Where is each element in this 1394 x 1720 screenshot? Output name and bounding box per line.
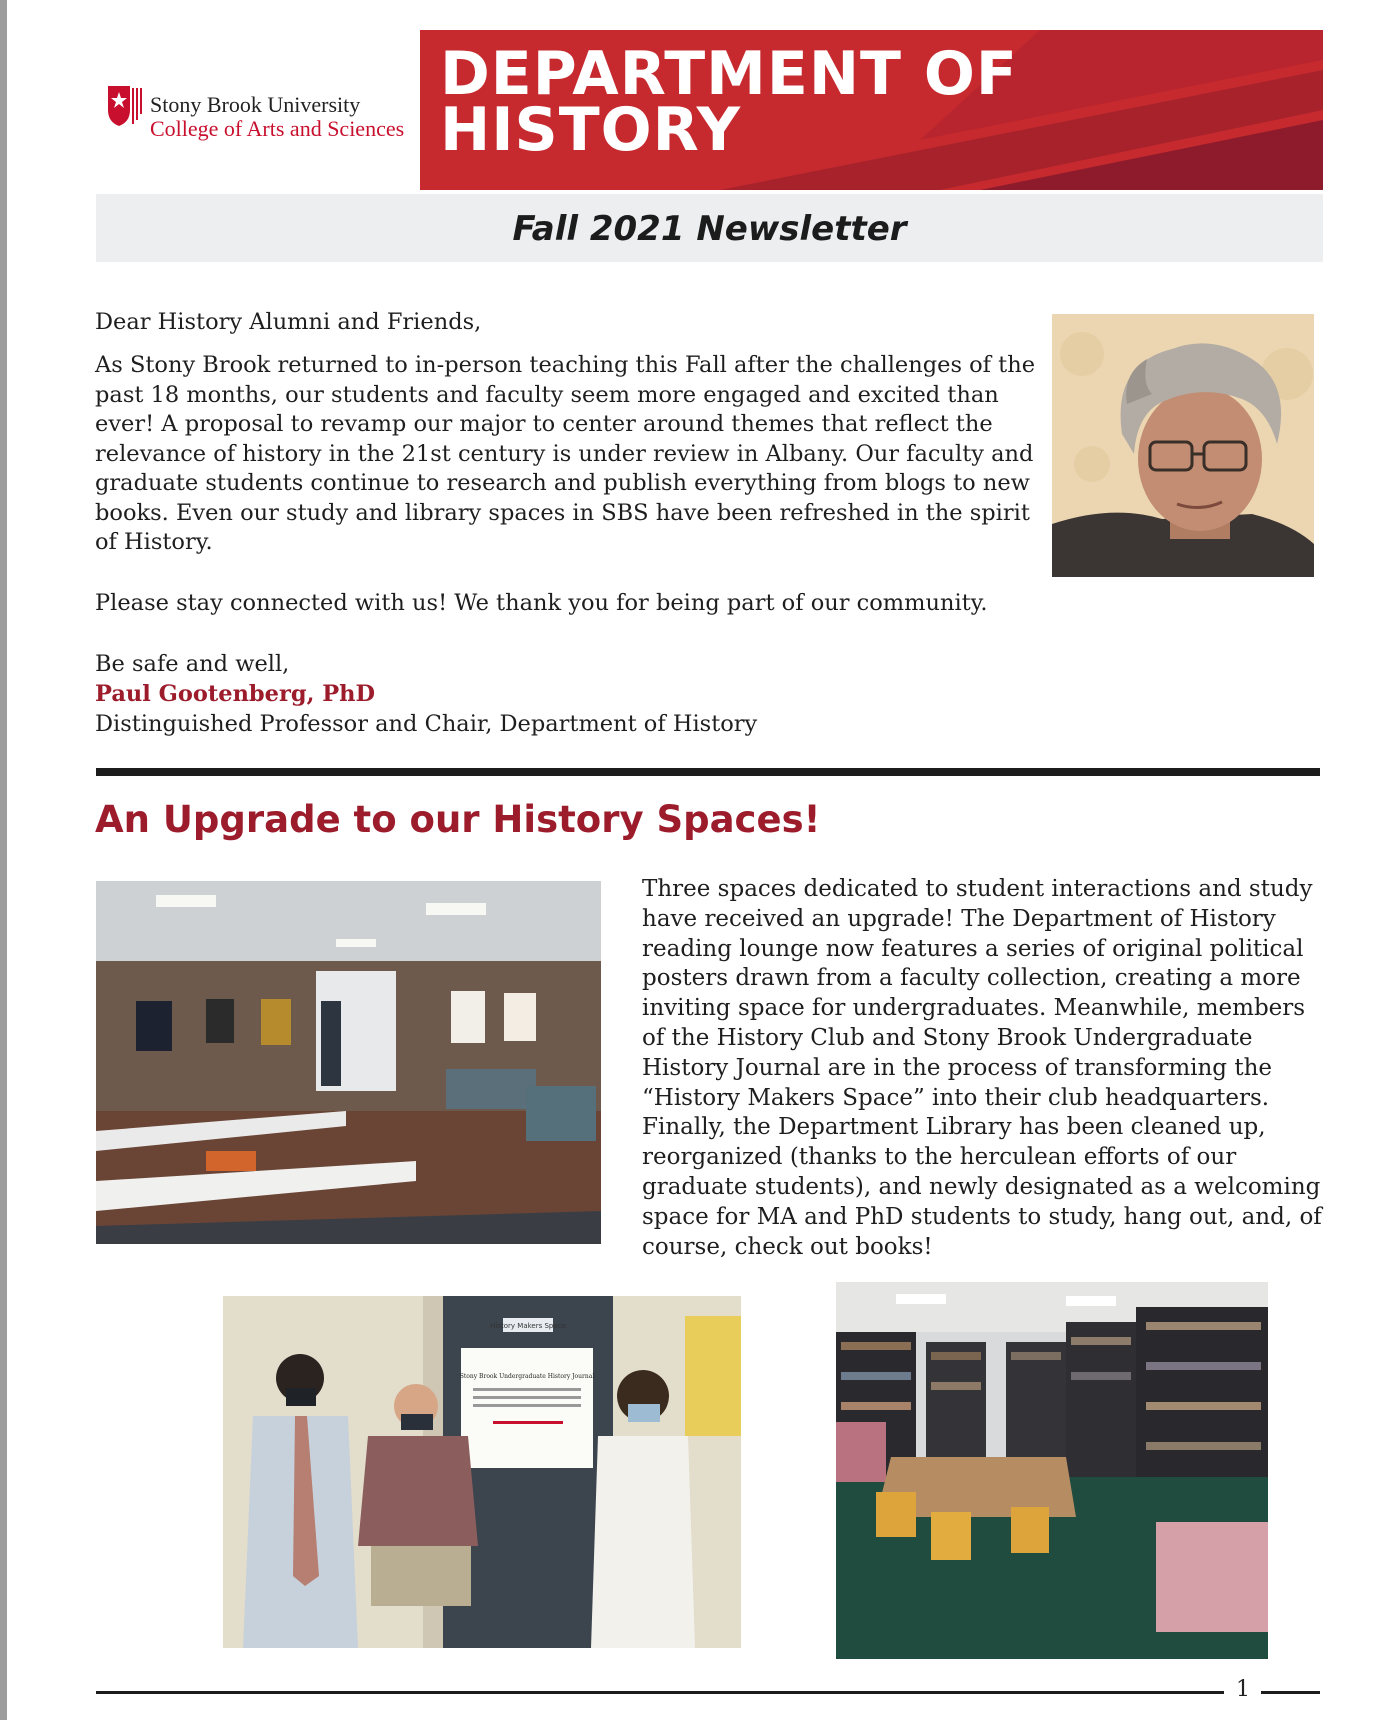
history-makers-space-photo xyxy=(223,1296,741,1648)
logo-college-name: College of Arts and Sciences xyxy=(150,116,405,141)
newsletter-page xyxy=(7,0,1394,1720)
department-library-photo xyxy=(836,1282,1268,1659)
section-body: Three spaces dedicated to student interactions and study have received an upgrade! The Department of History reading lounge now features a series of original political posters drawn from a faculty collection, creating a more inviting space for undergraduates. Meanwhile, members of the History Club and Stony Brook Undergraduate History Journal are in the process of transforming the “History Makers Space” into their club headquarters. Finally, the Department Library has been cleaned up, reorganized (thanks to the herculean efforts of our graduate students), and newly designated as a welcoming space for MA and PhD students to study, hang out, and, of course, check out books! xyxy=(642,876,1322,1260)
page-number: 1 xyxy=(1236,1677,1250,1702)
newsletter-subtitle-bar xyxy=(96,194,1323,262)
reading-lounge-photo xyxy=(96,881,601,1244)
section-divider xyxy=(96,768,1320,776)
banner-title: DEPARTMENT OF HISTORY xyxy=(440,39,1018,165)
department-banner xyxy=(420,30,1323,190)
shield-icon xyxy=(106,84,144,128)
letter-greeting: Dear History Alumni and Friends, xyxy=(95,309,482,335)
door-sign-text: History Makers Space xyxy=(490,1322,566,1330)
university-logo xyxy=(106,84,406,144)
chair-portrait-photo xyxy=(1052,314,1314,577)
newsletter-subtitle: Fall 2021 Newsletter xyxy=(512,209,907,249)
footer-rule-end xyxy=(1261,1691,1320,1694)
poster-heading-text: Stony Brook Undergraduate History Journal xyxy=(459,1373,595,1380)
logo-university-name: Stony Brook University xyxy=(150,92,361,117)
footer-rule xyxy=(96,1691,1224,1694)
letter-signer-title: Distinguished Professor and Chair, Department of History xyxy=(95,711,758,737)
letter-signoff: Be safe and well, xyxy=(95,651,290,677)
letter-paragraph-2: Please stay connected with us! We thank you for being part of our community. xyxy=(95,590,988,616)
letter-signer-name: Paul Gootenberg, PhD xyxy=(95,681,376,707)
section-title: An Upgrade to our History Spaces! xyxy=(95,798,821,841)
letter-paragraph-1: As Stony Brook returned to in-person teaching this Fall after the challenges of the past 18 months, our students and faculty seem more engaged and excited than ever! A proposal to revamp our major to center around themes that reflect the relevance of history in the 21st century is under review in Albany. Our faculty and graduate students continue to research and publish everything from blogs to new books. Even our study and library spaces in SBS have been refreshed in the spirit of History. xyxy=(95,352,1036,555)
